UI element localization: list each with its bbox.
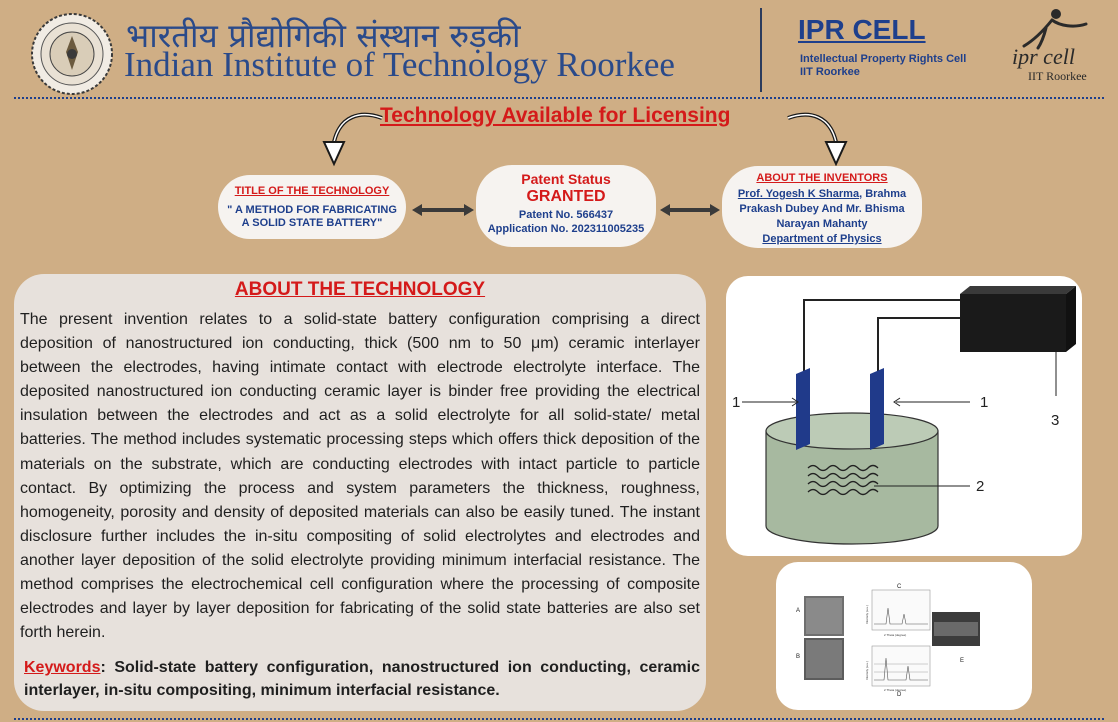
header-divider bbox=[760, 8, 762, 92]
left-curved-arrow-icon bbox=[320, 108, 386, 170]
xrd-y-label-c: Intensity (a.u.) bbox=[865, 604, 869, 624]
inventor-line3: Narayan Mahanty bbox=[776, 218, 868, 230]
institute-name-english: Indian Institute of Technology Roorkee bbox=[124, 45, 675, 84]
xrd-y-label-d: Intensity (a.u.) bbox=[865, 660, 869, 680]
about-technology-body: The present invention relates to a solid-state battery configuration comprising a direct deposition of nanostructured ion conducting, thick (500 nm to 50 μm) ceramic interlayer between the electrodes, having intimate contact with electrode electrolyte interface. The deposited nanostructured ion conducting ceramic layer is binder free providing the electrical insulation between the electrodes and act as a solid electrolyte for all solid-state/ metal batteries. The method includes systematic processing steps which offers thick deposition of the materials on the substrate, which are conducting electrodes with intact particle to particle contact. By optimizing the process and system parameters the thickness, roughness, homogeneity, porosity and density of deposited materials can also be easily tuned. The instant disclosure further includes the in-situ compositing of solid electrolytes and electrodes and another layer deposition of the solid electrolyte providing minimum interfacial resistance. The method comprises the electrochemical cell configuration where the processing of composite electrodes and layer by layer deposition for fabricating of the solid state batteries are also set forth herein. bbox=[20, 311, 700, 642]
battery-cell-diagram bbox=[726, 276, 1082, 556]
technology-title-line1: " A METHOD FOR FABRICATING bbox=[227, 204, 397, 216]
patent-number: Patent No. 566437 bbox=[518, 209, 614, 221]
patent-status-heading: Patent Status bbox=[521, 171, 611, 187]
diagram-label-electrode-right: 1 bbox=[980, 394, 989, 411]
keywords-text: : Solid-state battery configuration, nanostructured ion conducting, ceramic interlayer, in-situ compositing, minimum interfacial resistance. bbox=[24, 659, 700, 699]
xrd-axis-label-d: 2 Theta (degree) bbox=[884, 688, 907, 692]
diagram-label-electrode-left: 1 bbox=[732, 394, 741, 411]
xrd-label-d: D bbox=[897, 692, 902, 698]
inventor-department: Department of Physics bbox=[762, 233, 882, 245]
keywords-label: Keywords bbox=[24, 659, 101, 676]
micrograph-label-b: B bbox=[796, 654, 801, 660]
ipr-logo-subtext: IIT Roorkee bbox=[1028, 69, 1087, 83]
ipr-cell-title: IPR CELL bbox=[798, 14, 926, 45]
right-curved-arrow-icon bbox=[784, 108, 850, 170]
footer-dotted-divider bbox=[14, 718, 1104, 720]
technology-title-line2: A SOLID STATE BATTERY" bbox=[241, 217, 383, 229]
ipr-logo-text: ipr cell bbox=[1012, 44, 1075, 69]
diagram-label-power-source: 3 bbox=[1051, 412, 1060, 429]
patent-status-value: GRANTED bbox=[526, 188, 606, 205]
about-technology-heading: ABOUT THE TECHNOLOGY bbox=[234, 279, 486, 300]
double-arrow-icon bbox=[410, 202, 476, 218]
ipr-cell-subtitle: Intellectual Property Rights Cell bbox=[800, 53, 967, 65]
inventor-line1-rest: , Brahma bbox=[859, 188, 907, 200]
header-dotted-divider bbox=[14, 97, 1104, 99]
iit-roorkee-seal-logo bbox=[30, 12, 114, 96]
keywords bbox=[24, 656, 700, 702]
micrograph-label-a: A bbox=[796, 608, 801, 614]
inventor-line2: Prakash Dubey And Mr. Bhisma bbox=[739, 203, 905, 215]
patent-status-box bbox=[476, 165, 656, 247]
application-number: Application No. 202311005235 bbox=[487, 223, 645, 235]
ipr-cell-institute: IIT Roorkee bbox=[800, 66, 860, 78]
inventors-heading: ABOUT THE INVENTORS bbox=[756, 172, 888, 184]
characterization-figure bbox=[776, 562, 1032, 710]
inventor-link[interactable]: Prof. Yogesh K Sharma bbox=[737, 188, 860, 200]
micrograph-label-e: E bbox=[960, 658, 965, 664]
technology-title-box bbox=[218, 175, 406, 239]
institute-name-hindi: भारतीय प्रौद्योगिकी संस्थान रुड़की bbox=[126, 16, 521, 55]
xrd-label-c: C bbox=[897, 584, 902, 590]
double-arrow-icon bbox=[658, 202, 722, 218]
xrd-axis-label-c: 2 Theta (degree) bbox=[884, 633, 907, 637]
technology-title-heading: TITLE OF THE TECHNOLOGY bbox=[234, 185, 390, 197]
licensing-title: Technology Available for Licensing bbox=[380, 104, 731, 127]
inventors-box bbox=[722, 166, 922, 248]
diagram-label-electrolyte: 2 bbox=[976, 478, 985, 495]
